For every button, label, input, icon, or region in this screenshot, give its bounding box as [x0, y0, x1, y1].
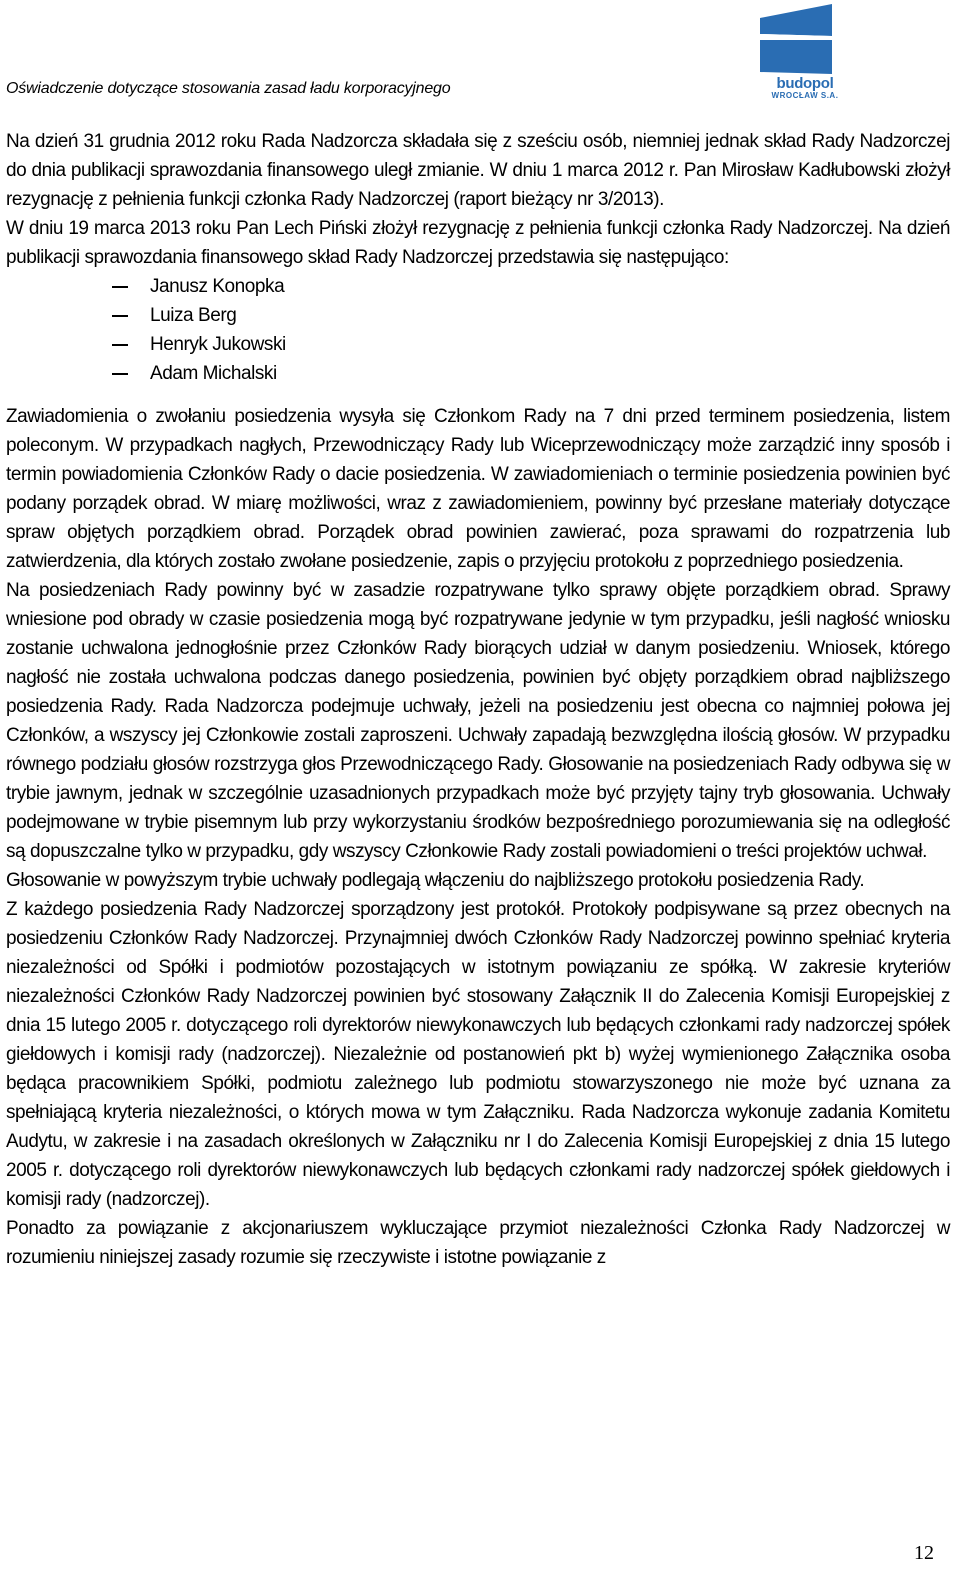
page-number: 12: [914, 1542, 934, 1564]
paragraph: W dniu 19 marca 2013 roku Pan Lech Piński złożył rezygnację z pełnienia funkcji członka Rady Nadzorczej. Na dzień publikacji sprawozdania finansowego skład Rady Nadzorczej przedstawia się następująco:: [6, 218, 950, 268]
list-item: [6, 272, 950, 301]
member-name: Adam Michalski: [150, 363, 277, 384]
paragraph: Głosowanie w powyższym trybie uchwały podlegają włączeniu do najbliższego protokołu posiedzenia Rady.: [6, 870, 865, 891]
logo-subtext: WROCŁAW S.A.: [771, 91, 839, 100]
logo-graphic-icon: [760, 4, 850, 76]
member-name: Henryk Jukowski: [150, 334, 286, 355]
member-name: Janusz Konopka: [150, 276, 285, 297]
paragraph: Zawiadomienia o zwołaniu posiedzenia wysyła się Członkom Rady na 7 dni przed terminem posiedzenia, listem poleconym. W przypadkach nagłych, Przewodniczący Rady lub Wiceprzewodniczący może zarządzić inny sposób i termin powiadomienia Członków Rady o dacie posiedzenia. W zawiadomieniach o terminie posiedzenia powinien być podany porządek obrad. W miarę możliwości, wraz z zawiadomieniem, powinny być przesłane materiały dotyczące spraw objętych porządkiem obrad. Porządek obrad powinien zawierać, poza sprawami do rozpatrzenia lub zatwierdzenia, dla których zostało zwołane posiedzenie, zapis o przyjęciu protokołu z poprzedniego posiedzenia.: [6, 406, 950, 572]
paragraph: Na posiedzeniach Rady powinny być w zasadzie rozpatrywane tylko sprawy objęte porządkiem obrad. Sprawy wniesione pod obrady w czasie posiedzenia mogą być rozpatrywane jedynie w tym przypadku, jeśli nagłość wniosku zostanie uchwalona jednogłośnie przez Członków Rady biorących udział w danym posiedzeniu. Wniosek, którego nagłość nie została uchwalona podczas danego posiedzenia, powinien być objęty porządkiem obrad najbliższego posiedzenia Rady. Rada Nadzorcza podejmuje uchwały, jeżeli na posiedzeniu jest obecna co najmniej połowa jej Członków, a wszyscy jej Członkowie zostali zaproszeni. Uchwały zapadają bezwzględna ilością głosów. W przypadku równego podziału głosów rozstrzyga głos Przewodniczącego Rady. Głosowanie na posiedzeniach Rady odbywa się w trybie jawnym, jednak w szczególnie uzasadnionych przypadkach może być przyjęty tajny tryb głosowania. Uchwały podejmowane w trybie pisemnym lub przy wykorzystaniu środków bezpośredniego porozumiewania się na odległość są dopuszczalne tylko w przypadku, gdy wszyscy Członkowie Rady zostali powiadomieni o treści projektów uchwał.: [6, 580, 950, 862]
dash-bullet-icon: [112, 373, 128, 375]
list-item: [6, 359, 950, 388]
dash-bullet-icon: [112, 344, 128, 346]
logo-wordmark: budopol: [776, 75, 834, 92]
board-members-list: [6, 272, 950, 388]
company-logo: [760, 4, 850, 100]
list-item: [6, 301, 950, 330]
page-header-title: Oświadczenie dotyczące stosowania zasad ładu korporacyjnego: [6, 80, 451, 97]
dash-bullet-icon: [112, 315, 128, 317]
member-name: Luiza Berg: [150, 305, 237, 326]
paragraph: Z każdego posiedzenia Rady Nadzorczej sporządzony jest protokół. Protokoły podpisywane są przez obecnych na posiedzeniu Członków Rady Nadzorczej. Przynajmniej dwóch Członków Rady Nadzorczej powinno spełniać kryteria niezależności od Spółki i podmiotów pozostających w istotnym powiązaniu ze spółką. W zakresie kryteriów niezależności Członków Rady Nadzorczej powinien być stosowany Załącznik II do Zalecenia Komisji Europejskiej z dnia 15 lutego 2005 r. dotyczącego roli dyrektorów niewykonawczych lub będących członkami rady nadzorczej spółek giełdowych i komisji rady (nadzorczej). Niezależnie od postanowień pkt b) wyżej wymienionego Załącznika osoba będąca pracownikiem Spółki, podmiotu zależnego lub podmiotu stowarzyszonego nie może być uznana za spełniającą kryteria niezależności, o których mowa w tym Załączniku. Rada Nadzorcza wykonuje zadania Komitetu Audytu, w zakresie i na zasadach określonych w Załączniku nr I do Zalecenia Komisji Europejskiej z dnia 15 lutego 2005 r. dotyczącego roli dyrektorów niewykonawczych lub będących członkami rady nadzorczej spółek giełdowych i komisji rady (nadzorczej).: [6, 899, 950, 1210]
paragraph: Na dzień 31 grudnia 2012 roku Rada Nadzorcza składała się z sześciu osób, niemniej jednak skład Rady Nadzorczej do dnia publikacji sprawozdania finansowego uległ zmianie. W dniu 1 marca 2012 r. Pan Mirosław Kadłubowski złożył rezygnację z pełnienia funkcji członka Rady Nadzorczej (raport bieżący nr 3/2013).: [6, 131, 950, 210]
paragraph: Ponadto za powiązanie z akcjonariuszem wykluczające przymiot niezależności Członka Rady Nadzorczej w rozumieniu niniejszej zasady rozumie się rzeczywiste i istotne powiązanie z: [6, 1218, 950, 1268]
list-item: [6, 330, 950, 359]
dash-bullet-icon: [112, 286, 128, 288]
document-body: [6, 127, 950, 1272]
